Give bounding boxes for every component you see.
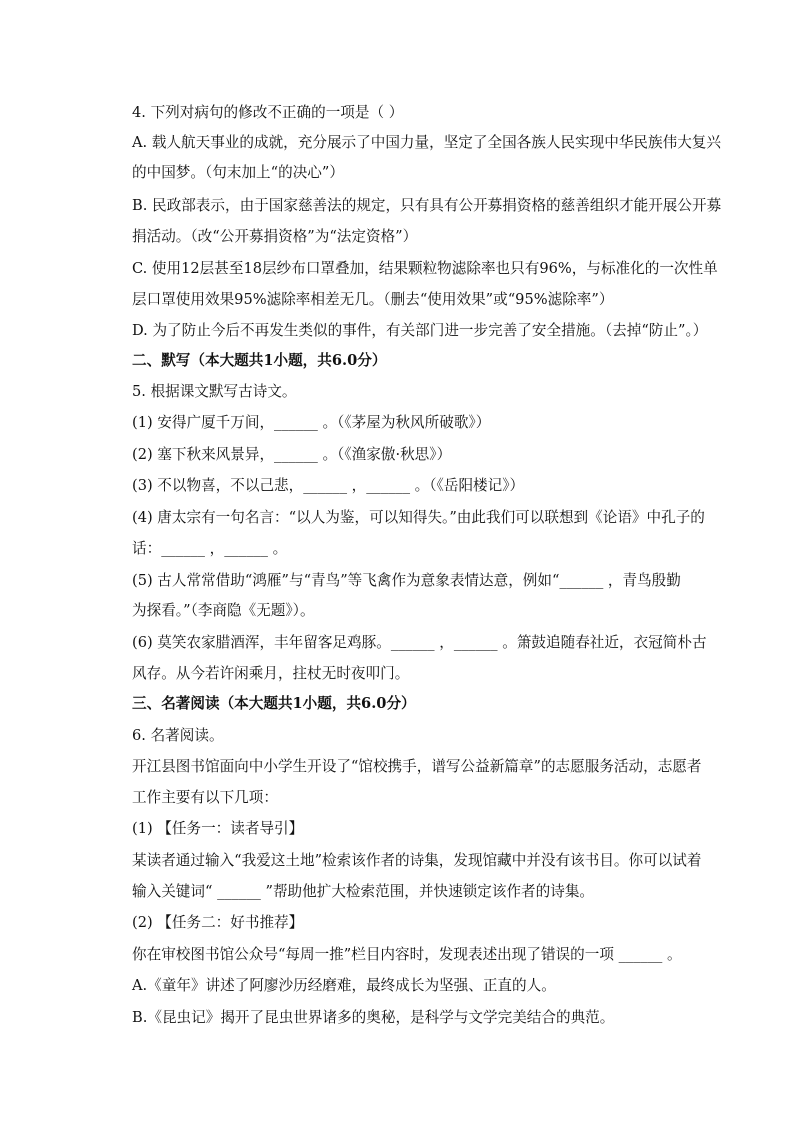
q6-intro-line-1: 开江县图书馆面向中小学生开设了“馆校携手，谱写公益新篇章”的志愿服务活动，志愿者 <box>132 758 702 775</box>
task-1-heading: (1) 【任务一：读者导引】 <box>132 820 304 837</box>
q5-item-3: (3) 不以物喜，不以己悲，______ ，______ 。（《岳阳楼记》） <box>132 477 525 494</box>
task-2-question: 你在审校图书馆公众号“每周一推”栏目内容时，发现表述出现了错误的一项 ______ 。 <box>132 946 682 963</box>
section-3-heading: 三、名著阅读（本大题共1小题，共6.0分） <box>132 695 416 712</box>
option-a-line-1: A. 载人航天事业的成就，充分展示了中国力量，坚定了全国各族人民实现中华民族伟大复兴 <box>132 134 721 151</box>
option-c-line-2: 层口罩使用效果95%滤除率相差无几。（删去“使用效果”或“95%滤除率”） <box>132 291 614 308</box>
q5-item-4-line-2: 话：______ ，______ 。 <box>132 540 288 557</box>
task-2-option-a: A.《童年》讲述了阿廖沙历经磨难，最终成长为坚强、正直的人。 <box>132 977 556 994</box>
section-2-heading: 二、默写（本大题共1小题，共6.0分） <box>132 352 387 369</box>
option-b-line-1: B. 民政部表示，由于国家慈善法的规定，只有具有公开募捐资格的慈善组织才能开展公开募 <box>132 197 722 214</box>
q5-item-4-line-1: (4) 唐太宗有一句名言：“以人为鉴，可以知得失。”由此我们可以联想到《论语》中孔子的 <box>132 509 705 526</box>
q5-item-2: (2) 塞下秋来风景异，______ 。（《渔家傲·秋思》） <box>132 446 452 463</box>
task-1-line-1: 某读者通过输入“我爱这土地”检索该作者的诗集，发现馆藏中并没有该书目。你可以试着 <box>132 852 702 869</box>
option-b-line-2: 捐活动。（改“公开募捐资格”为“法定资格”） <box>132 228 418 245</box>
option-a-line-2: 的中国梦。（句末加上“的决心”） <box>132 164 344 181</box>
option-d: D. 为了防止今后不再发生类似的事件，有关部门进一步完善了安全措施。（去掉“防止”。） <box>132 322 708 339</box>
q5-item-5-line-2: 为探看。”（李商隐《无题》）。 <box>132 602 315 619</box>
task-2-option-b: B.《昆虫记》揭开了昆虫世界诸多的奥秘，是科学与文学完美结合的典范。 <box>132 1009 615 1026</box>
question-5-stem: 5. 根据课文默写古诗文。 <box>132 383 297 400</box>
task-2-heading: (2) 【任务二：好书推荐】 <box>132 914 304 931</box>
q5-item-6-line-1: (6) 莫笑农家腊酒浑，丰年留客足鸡豚。______ ，______ 。箫鼓追随春社近，衣冠简朴古 <box>132 634 707 651</box>
q5-item-1: (1) 安得广厦千万间，______ 。（《茅屋为秋风所破歌》） <box>132 414 491 431</box>
q5-item-6-line-2: 风存。从今若许闲乘月，拄杖无时夜叩门。 <box>132 665 410 682</box>
question-6-stem: 6. 名著阅读。 <box>132 727 224 744</box>
q6-intro-line-2: 工作主要有以下几项： <box>132 789 278 806</box>
q5-item-5-line-1: (5) 古人常常借助“鸿雁”与“青鸟”等飞禽作为意象表情达意，例如“______ ，青鸟殷勤 <box>132 572 681 589</box>
question-4-stem: 4. 下列对病句的修改不正确的一项是（ ） <box>132 104 404 121</box>
task-1-line-2: 输入关键词“ ______ ”帮助他扩大检索范围，并快速锁定该作者的诗集。 <box>132 883 595 900</box>
option-c-line-1: C. 使用12层甚至18层纱布口罩叠加，结果颗粒物滤除率也只有96%，与标准化的一次性单 <box>132 260 718 277</box>
